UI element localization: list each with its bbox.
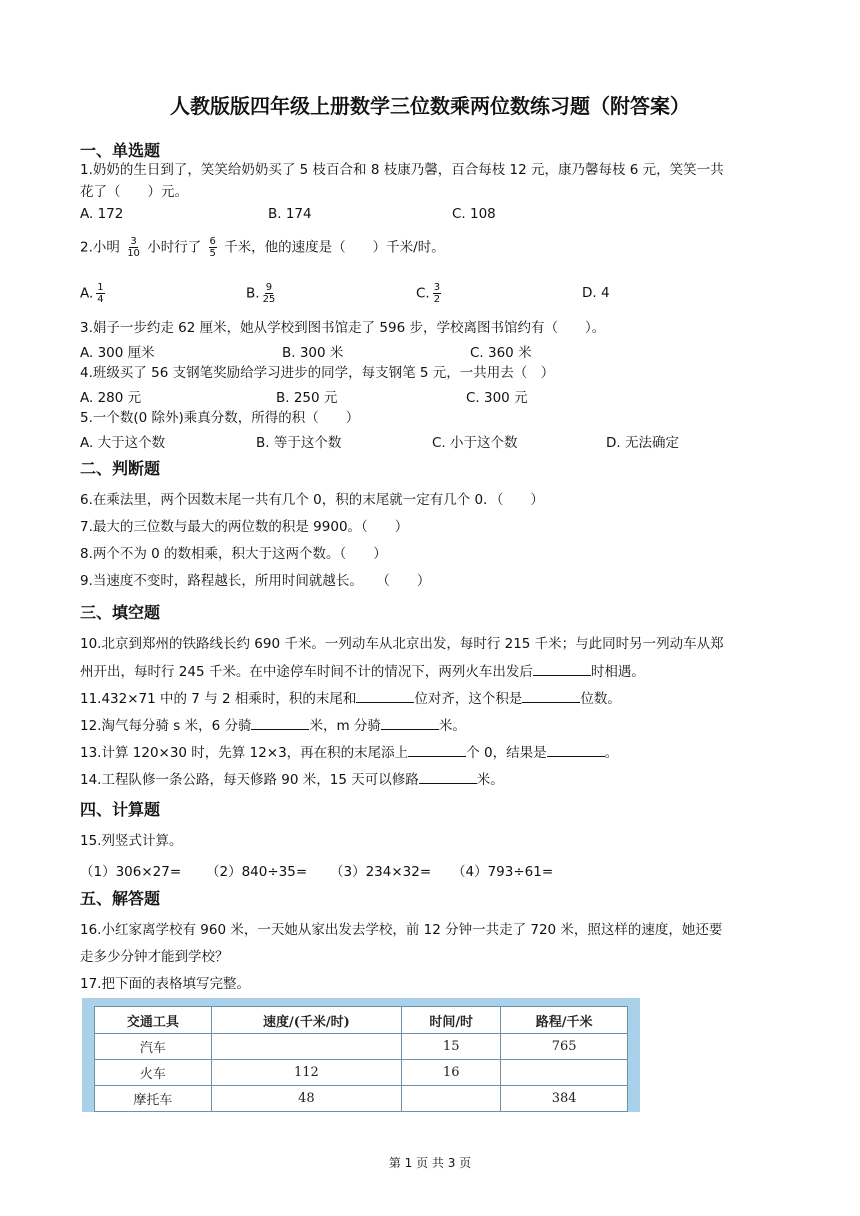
- table-cell: 112: [211, 1060, 401, 1086]
- table-cell: 765: [501, 1034, 628, 1060]
- q12-blank-2[interactable]: [381, 715, 439, 730]
- q2-text-post: 千米，他的速度是（ ）千米/时。: [224, 239, 445, 256]
- question-6: 6.在乘法里，两个因数末尾一共有几个 0，积的末尾就一定有几个 0．（ ）: [80, 492, 544, 508]
- table-header-row: [95, 1007, 628, 1034]
- question-11: 11.432×71 中的 7 与 2 相乘时，积的末尾和 位对齐，这个积是 位数。: [80, 688, 621, 709]
- question-14: 14.工程队修一条公路，每天修路 90 米，15 天可以修路 米。: [80, 769, 504, 790]
- q11-blank-1[interactable]: [356, 688, 414, 703]
- table-cell: 384: [501, 1086, 628, 1112]
- q5-option-c[interactable]: C. 小于这个数: [432, 435, 518, 451]
- table-row: [95, 1060, 628, 1086]
- q12-blank-1[interactable]: [251, 715, 309, 730]
- traffic-table: [94, 1006, 628, 1112]
- q10-blank[interactable]: [533, 661, 591, 676]
- question-1-line-1: 1.奶奶的生日到了，笑笑给奶奶买了 5 枝百合和 8 枝康乃馨，百合每枝 12 元，康乃馨每枝 6 元，笑笑一共: [80, 162, 724, 178]
- q14-blank[interactable]: [419, 769, 477, 784]
- q4-option-c[interactable]: C. 300 元: [466, 390, 528, 406]
- question-7: 7.最大的三位数与最大的两位数的积是 9900。（ ）: [80, 519, 409, 535]
- table-row: [95, 1034, 628, 1060]
- page-footer: 第 1 页 共 3 页: [388, 1156, 472, 1170]
- q1-option-a[interactable]: A. 172: [80, 206, 124, 222]
- q11-blank-2[interactable]: [522, 688, 580, 703]
- section-heading-single-choice: 一、单选题: [80, 141, 161, 160]
- question-13: 13.计算 120×30 时，先算 12×3，再在积的末尾添上 个 0，结果是 。: [80, 742, 618, 763]
- q2-option-c[interactable]: C. $\frac{3}{2}$: [416, 282, 441, 305]
- table-row: [95, 1086, 628, 1112]
- q1-option-b[interactable]: B. 174: [268, 206, 312, 222]
- table-cell: 48: [211, 1086, 401, 1112]
- q4-option-b[interactable]: B. 250 元: [276, 390, 338, 406]
- q15-part-2: （2）840÷35=: [206, 864, 308, 880]
- q5-option-a[interactable]: A. 大于这个数: [80, 435, 166, 451]
- q5-option-b[interactable]: B. 等于这个数: [256, 435, 342, 451]
- q2-text-mid: 小时行了: [147, 239, 202, 256]
- table-cell: [501, 1060, 628, 1086]
- q3-option-b[interactable]: B. 300 米: [282, 345, 344, 361]
- q15-part-3: （3）234×32=: [330, 864, 432, 880]
- question-16-line-1: 16.小红家离学校有 960 米，一天她从家出发去学校，前 12 分钟一共走了 720 米，照这样的速度，她还要: [80, 922, 723, 938]
- traffic-table-image: [82, 998, 640, 1112]
- q13-blank-2[interactable]: [547, 742, 605, 757]
- q5-option-d[interactable]: D. 无法确定: [606, 435, 679, 451]
- question-9: 9.当速度不变时，路程越长，所用时间就越长。 （ ）: [80, 573, 431, 589]
- q13-blank-1[interactable]: [408, 742, 466, 757]
- q2-fraction-time: $\frac{3}{10}$: [127, 236, 140, 259]
- q3-option-c[interactable]: C. 360 米: [470, 345, 532, 361]
- q3-option-a[interactable]: A. 300 厘米: [80, 345, 155, 361]
- table-header-cell: 路程/千米: [501, 1007, 628, 1034]
- table-header-cell: 交通工具: [95, 1007, 212, 1034]
- question-12: 12.淘气每分骑 s 米，6 分骑 米，m 分骑 米。: [80, 715, 466, 736]
- table-cell: [402, 1086, 501, 1112]
- question-17: 17.把下面的表格填写完整。: [80, 976, 250, 992]
- table-cell: 16: [402, 1060, 501, 1086]
- question-8: 8.两个不为 0 的数相乘，积大于这两个数。（ ）: [80, 546, 387, 562]
- q15-part-4: （4）793÷61=: [452, 864, 554, 880]
- table-header-cell: 时间/时: [402, 1007, 501, 1034]
- q2-text-pre: 2.小明: [80, 239, 120, 256]
- page-title: 人教版版四年级上册数学三位数乘两位数练习题（附答案）: [170, 94, 690, 118]
- question-4: 4.班级买了 56 支钢笔奖励给学习进步的同学，每支钢笔 5 元，一共用去（ ）: [80, 365, 555, 381]
- q2-option-d[interactable]: D. 4: [582, 285, 610, 301]
- table-header-cell: 速度/(千米/时): [211, 1007, 401, 1034]
- section-heading-word-problems: 五、解答题: [80, 889, 161, 908]
- question-16-line-2: 走多少分钟才能到学校？: [80, 949, 229, 965]
- section-heading-fill-blank: 三、填空题: [80, 603, 161, 622]
- table-cell: 15: [402, 1034, 501, 1060]
- table-cell: 汽车: [95, 1034, 212, 1060]
- q15-part-1: （1）306×27=: [80, 864, 182, 880]
- table-cell: [211, 1034, 401, 1060]
- question-2: [80, 236, 445, 259]
- question-5: 5.一个数(0 除外)乘真分数，所得的积（ ）: [80, 410, 360, 426]
- question-10-line-2: 州开出，每时行 245 千米。在中途停车时间不计的情况下，两列火车出发后 时相遇。: [80, 661, 645, 682]
- question-3: 3.娟子一步约走 62 厘米，她从学校到图书馆走了 596 步，学校离图书馆约有（ ）。: [80, 320, 606, 336]
- q2-option-b[interactable]: B. $\frac{9}{25}$: [246, 282, 276, 305]
- section-heading-calculation: 四、计算题: [80, 800, 161, 819]
- table-cell: 摩托车: [95, 1086, 212, 1112]
- table-cell: 火车: [95, 1060, 212, 1086]
- question-15: 15.列竖式计算。: [80, 833, 183, 849]
- q1-option-c[interactable]: C. 108: [452, 206, 496, 222]
- q2-fraction-distance: $\frac{6}{5}$: [209, 236, 216, 259]
- q4-option-a[interactable]: A. 280 元: [80, 390, 142, 406]
- question-1-line-2: 花了（ ）元。: [80, 184, 188, 200]
- section-heading-true-false: 二、判断题: [80, 459, 161, 478]
- q2-option-a[interactable]: A. $\frac{1}{4}$: [80, 282, 104, 305]
- question-10-line-1: 10.北京到郑州的铁路线长约 690 千米。一列动车从北京出发，每时行 215 千米；与此同时另一列动车从郑: [80, 636, 724, 652]
